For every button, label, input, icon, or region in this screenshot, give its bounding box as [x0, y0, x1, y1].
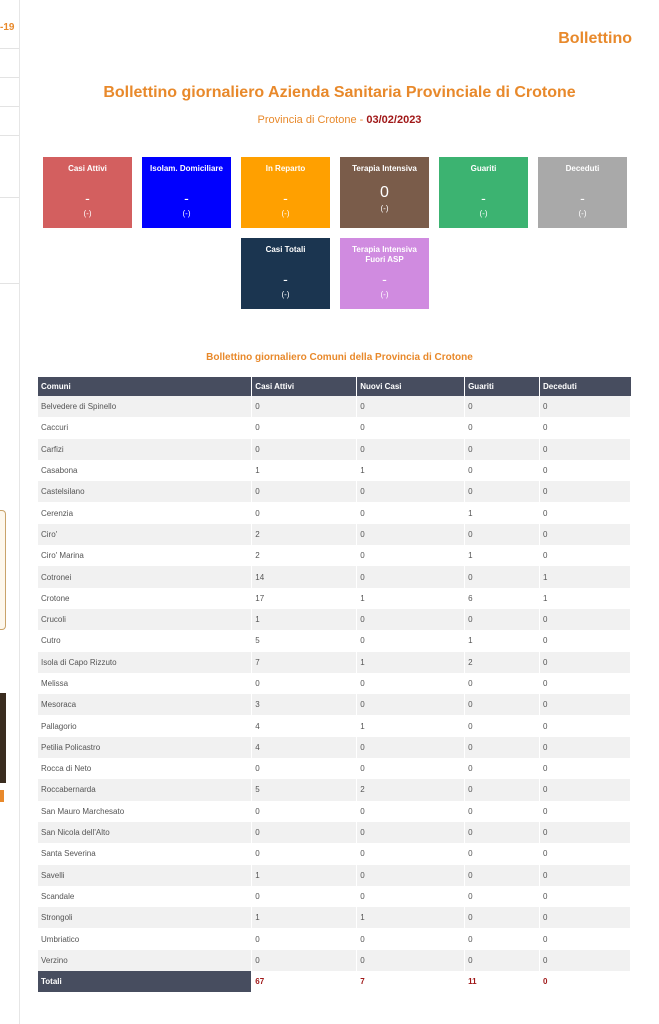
card-guariti — [439, 157, 528, 228]
table-cell: 2 — [465, 652, 540, 673]
table-cell: 0 — [540, 417, 631, 438]
table-cell: 1 — [540, 566, 631, 587]
table-cell: 0 — [357, 609, 465, 630]
table-cell: 0 — [357, 928, 465, 949]
table-row — [38, 928, 631, 949]
table-cell: 0 — [252, 843, 357, 864]
comune-name-cell: Ciro' Marina — [38, 545, 252, 566]
card-value: - — [85, 190, 90, 206]
table-cell: 0 — [357, 822, 465, 843]
table-cell: 0 — [465, 609, 540, 630]
page-header-title: Bollettino — [558, 30, 632, 47]
table-cell: 0 — [465, 673, 540, 694]
comune-name-cell: Melissa — [38, 673, 252, 694]
table-cell: 0 — [540, 907, 631, 928]
table-cell: 1 — [357, 652, 465, 673]
table-row — [38, 502, 631, 523]
table-row — [38, 609, 631, 630]
table-cell: 1 — [357, 588, 465, 609]
table-cell: 0 — [252, 673, 357, 694]
divider — [0, 283, 19, 284]
table-cell: 0 — [357, 566, 465, 587]
table-row — [38, 460, 631, 481]
totals-cell: 0 — [540, 971, 631, 992]
table-cell: 0 — [540, 524, 631, 545]
table-cell: 0 — [465, 737, 540, 758]
comune-name-cell: San Nicola dell'Alto — [38, 822, 252, 843]
card-delta: (-) — [281, 290, 290, 299]
table-cell: 0 — [357, 439, 465, 460]
table-cell: 5 — [252, 630, 357, 651]
table-row — [38, 524, 631, 545]
comune-name-cell: Strongoli — [38, 907, 252, 928]
table-cell: 0 — [540, 928, 631, 949]
comune-name-cell: Caccuri — [38, 417, 252, 438]
comuni-table-title: Bollettino giornaliero Comuni della Provincia di Crotone — [206, 352, 473, 363]
table-cell: 0 — [540, 673, 631, 694]
table-cell: 1 — [252, 865, 357, 886]
table-cell: 0 — [357, 865, 465, 886]
comune-name-cell: Carfizi — [38, 439, 252, 460]
bulletin-date: 03/02/2023 — [366, 114, 422, 126]
card-isolamento-domiciliare — [142, 157, 231, 228]
table-cell: 1 — [540, 588, 631, 609]
card-label: Guariti — [470, 164, 497, 173]
table-cell: 0 — [540, 460, 631, 481]
card-delta: (-) — [182, 209, 191, 218]
table-cell: 0 — [252, 439, 357, 460]
card-label: In Reparto — [265, 164, 306, 173]
table-cell: 0 — [357, 737, 465, 758]
table-cell: 0 — [465, 715, 540, 736]
table-cell: 0 — [465, 460, 540, 481]
table-row — [38, 439, 631, 460]
table-cell: 1 — [357, 907, 465, 928]
card-value: - — [283, 190, 288, 206]
table-cell: 0 — [540, 545, 631, 566]
table-cell: 0 — [357, 545, 465, 566]
table-cell: 0 — [252, 396, 357, 417]
table-row — [38, 630, 631, 651]
comune-name-cell: Castelsilano — [38, 481, 252, 502]
table-cell: 0 — [540, 481, 631, 502]
comuni-table — [38, 377, 631, 992]
table-cell: 0 — [357, 758, 465, 779]
table-row — [38, 779, 631, 800]
bulletin-title: Bollettino giornaliero Azienda Sanitaria Provinciale di Crotone — [103, 84, 576, 101]
table-cell: 0 — [540, 779, 631, 800]
bulletin-subtitle — [20, 114, 659, 126]
table-row — [38, 822, 631, 843]
totals-row — [38, 971, 631, 992]
table-cell: 0 — [540, 502, 631, 523]
card-delta: (-) — [83, 209, 92, 218]
table-cell: 0 — [540, 630, 631, 651]
comune-name-cell: Mesoraca — [38, 694, 252, 715]
table-cell: 1 — [357, 460, 465, 481]
table-header-row — [38, 377, 631, 396]
table-cell: 0 — [540, 843, 631, 864]
table-cell: 17 — [252, 588, 357, 609]
table-cell: 0 — [465, 843, 540, 864]
card-value: 0 — [380, 184, 389, 201]
table-cell: 0 — [357, 630, 465, 651]
table-cell: 0 — [465, 694, 540, 715]
table-cell: 0 — [465, 822, 540, 843]
table-row — [38, 417, 631, 438]
sidebar-card-edge[interactable] — [0, 510, 6, 630]
table-cell: 0 — [252, 417, 357, 438]
table-row — [38, 481, 631, 502]
comune-name-cell: Cutro — [38, 630, 252, 651]
table-cell: 0 — [465, 950, 540, 971]
table-cell: 4 — [252, 715, 357, 736]
table-cell: 0 — [357, 417, 465, 438]
comune-name-cell: Belvedere di Spinello — [38, 396, 252, 417]
table-cell: 0 — [465, 481, 540, 502]
comune-name-cell: Scandale — [38, 886, 252, 907]
table-row — [38, 652, 631, 673]
sidebar-fragment-text[interactable]: -19 — [0, 22, 15, 33]
table-row — [38, 865, 631, 886]
table-cell: 1 — [252, 609, 357, 630]
table-cell: 0 — [357, 481, 465, 502]
table-row — [38, 545, 631, 566]
table-cell: 0 — [465, 928, 540, 949]
table-cell: 0 — [540, 865, 631, 886]
divider — [0, 77, 19, 78]
table-row — [38, 737, 631, 758]
table-cell: 0 — [357, 843, 465, 864]
table-body — [38, 396, 631, 992]
comune-name-cell: Crucoli — [38, 609, 252, 630]
table-cell: 0 — [465, 439, 540, 460]
column-header: Deceduti — [540, 377, 631, 396]
card-delta: (-) — [380, 290, 389, 299]
divider — [0, 48, 19, 49]
comune-name-cell: Pallagorio — [38, 715, 252, 736]
comune-name-cell: Santa Severina — [38, 843, 252, 864]
table-cell: 0 — [252, 801, 357, 822]
table-cell: 14 — [252, 566, 357, 587]
table-cell: 0 — [540, 396, 631, 417]
table-cell: 0 — [540, 694, 631, 715]
table-cell: 0 — [540, 886, 631, 907]
card-label: Terapia Intensiva Fuori ASP — [352, 245, 417, 264]
card-label: Casi Totali — [265, 245, 306, 254]
table-cell: 0 — [465, 566, 540, 587]
table-cell: 0 — [465, 758, 540, 779]
comune-name-cell: Savelli — [38, 865, 252, 886]
table-cell: 6 — [465, 588, 540, 609]
table-cell: 0 — [540, 950, 631, 971]
comune-name-cell: Petilia Policastro — [38, 737, 252, 758]
totals-cell: 67 — [252, 971, 357, 992]
card-value: - — [283, 271, 288, 287]
table-cell: 4 — [252, 737, 357, 758]
card-terapia-intensiva-fuori-asp — [340, 238, 429, 309]
table-cell: 0 — [357, 694, 465, 715]
table-cell: 0 — [357, 502, 465, 523]
table-cell: 0 — [252, 928, 357, 949]
totals-label: Totali — [38, 971, 252, 992]
comune-name-cell: Rocca di Neto — [38, 758, 252, 779]
divider — [0, 106, 19, 107]
table-cell: 0 — [252, 950, 357, 971]
comune-name-cell: Cotronei — [38, 566, 252, 587]
table-row — [38, 396, 631, 417]
table-cell: 0 — [252, 886, 357, 907]
table-cell: 0 — [357, 950, 465, 971]
table-cell: 0 — [540, 801, 631, 822]
divider — [0, 197, 19, 198]
table-cell: 0 — [465, 801, 540, 822]
card-value: - — [481, 190, 486, 206]
card-delta: (-) — [281, 209, 290, 218]
table-row — [38, 758, 631, 779]
sidebar-image-edge[interactable] — [0, 693, 6, 783]
table-cell: 0 — [252, 758, 357, 779]
sidebar-orange-tab[interactable] — [0, 790, 4, 802]
column-header: Guariti — [465, 377, 540, 396]
card-delta: (-) — [479, 209, 488, 218]
table-row — [38, 907, 631, 928]
table-row — [38, 843, 631, 864]
table-cell: 1 — [465, 502, 540, 523]
divider — [0, 135, 19, 136]
table-cell: 0 — [465, 396, 540, 417]
table-cell: 2 — [252, 545, 357, 566]
table-cell: 1 — [252, 907, 357, 928]
table-row — [38, 886, 631, 907]
comune-name-cell: Umbriatico — [38, 928, 252, 949]
card-value: - — [580, 190, 585, 206]
column-header: Comuni — [38, 377, 252, 396]
table-cell: 3 — [252, 694, 357, 715]
table-cell: 0 — [252, 822, 357, 843]
card-terapia-intensiva — [340, 157, 429, 228]
card-label: Isolam. Domiciliare — [150, 164, 223, 173]
table-cell: 0 — [357, 396, 465, 417]
table-cell: 0 — [540, 822, 631, 843]
card-deceduti — [538, 157, 627, 228]
table-cell: 1 — [465, 630, 540, 651]
comune-name-cell: Cerenzia — [38, 502, 252, 523]
table-row — [38, 801, 631, 822]
table-row — [38, 950, 631, 971]
table-cell: 0 — [357, 801, 465, 822]
table-cell: 0 — [540, 652, 631, 673]
table-row — [38, 588, 631, 609]
totals-cell: 11 — [465, 971, 540, 992]
card-casi-totali — [241, 238, 330, 309]
card-delta: (-) — [380, 204, 389, 213]
card-label: Casi Attivi — [68, 164, 107, 173]
comune-name-cell: San Mauro Marchesato — [38, 801, 252, 822]
table-cell: 0 — [252, 502, 357, 523]
table-cell: 0 — [540, 715, 631, 736]
table-cell: 7 — [252, 652, 357, 673]
comune-name-cell: Casabona — [38, 460, 252, 481]
card-value: - — [184, 190, 189, 206]
table-cell: 0 — [465, 865, 540, 886]
comune-name-cell: Verzino — [38, 950, 252, 971]
sidebar — [0, 0, 20, 1024]
table-row — [38, 566, 631, 587]
table-cell: 0 — [465, 779, 540, 800]
comune-name-cell: Crotone — [38, 588, 252, 609]
totals-cell: 7 — [357, 971, 465, 992]
table-cell: 0 — [465, 907, 540, 928]
bulletin-subtitle-prefix: Provincia di Crotone - — [257, 114, 367, 126]
table-cell: 0 — [465, 417, 540, 438]
card-delta: (-) — [578, 209, 587, 218]
column-header: Casi Attivi — [252, 377, 357, 396]
table-cell: 0 — [357, 524, 465, 545]
table-cell: 0 — [540, 758, 631, 779]
comune-name-cell: Isola di Capo Rizzuto — [38, 652, 252, 673]
card-in-reparto — [241, 157, 330, 228]
table-cell: 0 — [252, 481, 357, 502]
table-cell: 0 — [357, 886, 465, 907]
table-cell: 1 — [357, 715, 465, 736]
card-label: Terapia Intensiva — [352, 164, 417, 173]
table-cell: 0 — [465, 886, 540, 907]
table-row — [38, 715, 631, 736]
comune-name-cell: Roccabernarda — [38, 779, 252, 800]
table-cell: 2 — [357, 779, 465, 800]
table-cell: 1 — [252, 460, 357, 481]
card-label: Deceduti — [565, 164, 600, 173]
table-cell: 0 — [540, 439, 631, 460]
table-row — [38, 673, 631, 694]
comune-name-cell: Ciro' — [38, 524, 252, 545]
table-row — [38, 694, 631, 715]
card-casi-attivi — [43, 157, 132, 228]
table-cell: 0 — [357, 673, 465, 694]
table-cell: 5 — [252, 779, 357, 800]
table-cell: 1 — [465, 545, 540, 566]
table-cell: 0 — [465, 524, 540, 545]
table-cell: 0 — [540, 609, 631, 630]
column-header: Nuovi Casi — [357, 377, 465, 396]
table-cell: 2 — [252, 524, 357, 545]
card-value: - — [382, 271, 387, 287]
table-cell: 0 — [540, 737, 631, 758]
